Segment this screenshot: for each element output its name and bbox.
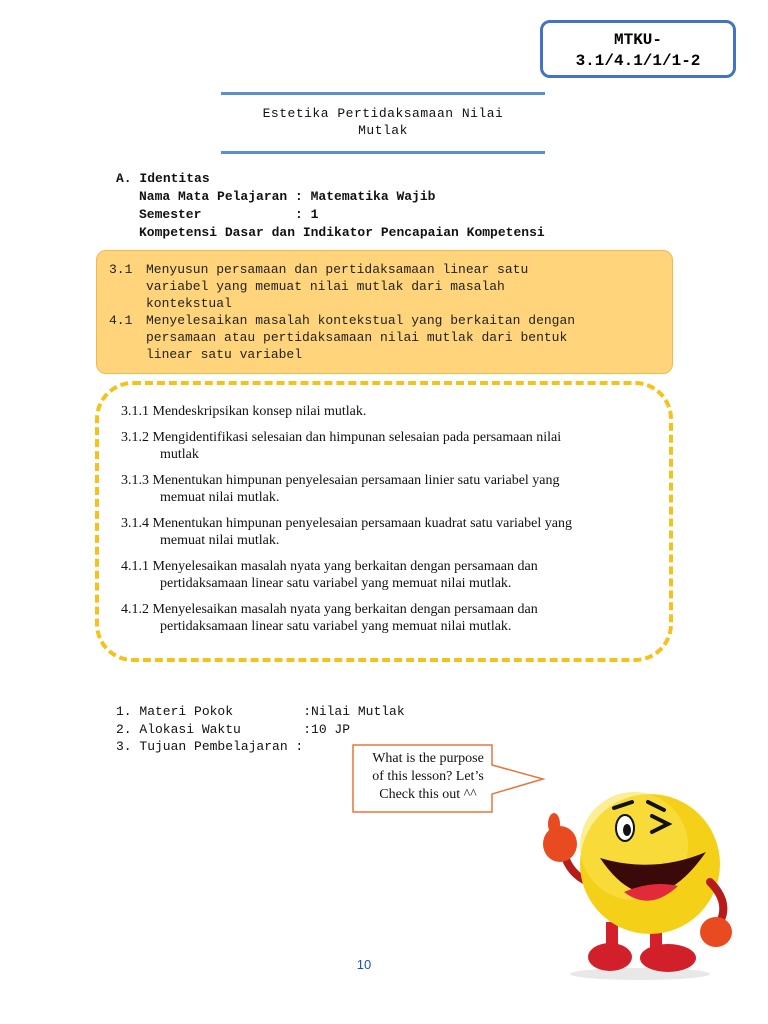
pac-man-mascot-illustration [530, 782, 760, 987]
identitas-row: Kompetensi Dasar dan Indikator Pencapaian Kompetensi [139, 225, 545, 240]
speech-bubble [352, 744, 548, 814]
document-code-line2: 3.1/4.1/1/1-2 [575, 52, 701, 70]
kompetensi-dasar-box [96, 250, 673, 374]
kd-text-line: Menyelesaikan masalah kontekstual yang berkaitan dengan [146, 313, 576, 328]
indikator-line: pertidaksamaan linear satu variabel yang memuat nilai mutlak. [160, 576, 512, 591]
indikator-line: mutlak [160, 447, 199, 462]
identitas-heading [116, 170, 545, 188]
indikator-item [121, 429, 649, 463]
indikator-item [121, 558, 649, 592]
indikator-line: 3.1.4 Menentukan himpunan penyelesaian persamaan kuadrat satu variabel yang [121, 516, 572, 531]
indikator-item [121, 403, 649, 420]
kd-text-line: variabel yang memuat nilai mutlak dari masalah [146, 279, 505, 294]
indikator-line: 3.1.3 Menentukan himpunan penyelesaian persamaan linier satu variabel yang [121, 473, 560, 488]
list-item: 3. Tujuan Pembelajaran : [116, 739, 304, 754]
indikator-line: 4.1.2 Menyelesaikan masalah nyata yang berkaitan dengan persamaan dan [121, 602, 538, 617]
identitas-heading-num: A. [116, 171, 132, 186]
indikator-line: 4.1.1 Menyelesaikan masalah nyata yang berkaitan dengan persamaan dan [121, 559, 538, 574]
kompetensi-dasar-item [109, 312, 662, 363]
page-number: 10 [356, 957, 372, 972]
kompetensi-dasar-item [109, 261, 662, 312]
indikator-line: memuat nilai mutlak. [160, 490, 280, 505]
speech-bubble-line: of this lesson? Let’s [372, 769, 484, 784]
kd-number: 4.1 [109, 313, 133, 328]
page-title-line2: Mutlak [358, 123, 408, 138]
list-item: 2. Alokasi Waktu :10 JP [116, 721, 351, 737]
kd-text-line: linear satu variabel [146, 347, 303, 362]
kd-text-line: Menyusun persamaan dan pertidaksamaan linear satu [146, 262, 529, 277]
kd-text-line: kontekstual [146, 296, 232, 311]
page-title-line1: Estetika Pertidaksamaan Nilai [262, 106, 504, 121]
title-bottom-rule [221, 151, 545, 154]
indikator-item [121, 472, 649, 506]
identitas-row: Semester : 1 [139, 207, 319, 222]
document-code-line1: MTKU- [613, 31, 662, 49]
list-item: 1. Materi Pokok :Nilai Mutlak [116, 704, 405, 719]
kd-text-line: persamaan atau pertidaksamaan nilai mutlak dari bentuk [146, 330, 568, 345]
identitas-row: Nama Mata Pelajaran : Matematika Wajib [139, 189, 436, 204]
identitas-section [116, 170, 545, 242]
speech-bubble-line: What is the purpose [372, 751, 484, 766]
indikator-item [121, 515, 649, 549]
indikator-item [121, 601, 649, 635]
indikator-line: 3.1.2 Mengidentifikasi selesaian dan himpunan selesaian pada persamaan nilai [121, 430, 562, 445]
title-top-rule [221, 92, 545, 95]
kd-number: 3.1 [109, 262, 133, 277]
indikator-box [95, 381, 673, 662]
indikator-line: memuat nilai mutlak. [160, 533, 280, 548]
page-title [221, 105, 545, 139]
identitas-heading-text: Identitas [139, 171, 210, 186]
speech-bubble-line: Check this out ^^ [379, 787, 477, 802]
speech-bubble-text [358, 750, 498, 804]
indikator-line: 3.1.1 Mendeskripsikan konsep nilai mutlak. [121, 404, 367, 419]
indikator-line: pertidaksamaan linear satu variabel yang memuat nilai mutlak. [160, 619, 512, 634]
document-code-box [540, 20, 736, 78]
